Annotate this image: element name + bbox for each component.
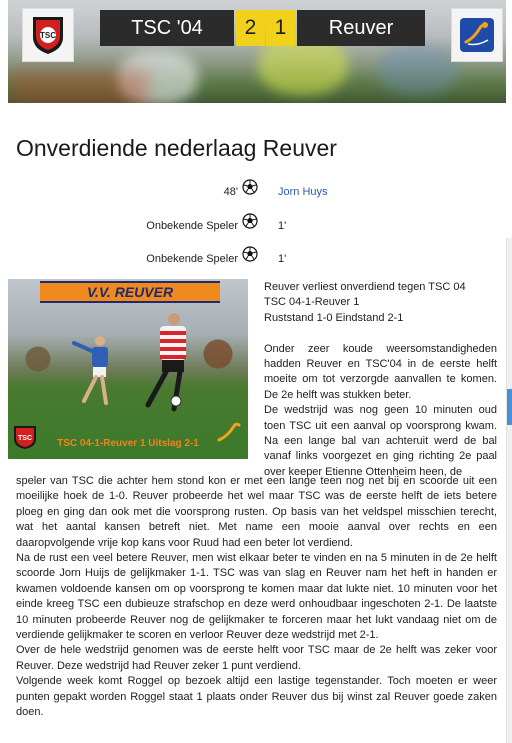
away-team-name: Reuver xyxy=(297,10,425,46)
home-team-logo[interactable] xyxy=(22,8,74,62)
goal-event-row xyxy=(0,250,512,270)
goal-event-row xyxy=(0,183,512,203)
article-paragraph: speler van TSC die achter hem stond kon er met een lange teen nog net bij en scoorde uit een moeilijke hoek de 1-0. Reuver probeerde het wel maar TSC was de eerste helft de iets betere ploeg en ging dan ook met die voorsprong rusten. Op basis van het veldspel misschien terecht, wat het aantal kansen betreft niet. Met name een mooie aanval over rechts en een daaropvolgende vrije kop kans voor Ruud had een beter lot verdiend. xyxy=(16,475,497,549)
article-paragraph: Ruststand 1-0 Eindstand 2-1 xyxy=(264,311,404,324)
photo-caption: TSC 04-1-Reuver 1 Uitslag 2-1 xyxy=(57,438,199,449)
article-intro xyxy=(264,280,497,480)
article-paragraph: Over de hele wedstrijd genomen was de eerste helft voor TSC maar de 2e helft was zeker voor Reuver. Deze wedstrijd had Reuver zeker 1 punt verdiend. xyxy=(16,644,497,672)
goal-minute: 1' xyxy=(278,220,287,232)
reuver-logo-icon xyxy=(458,16,496,54)
article-paragraph: Reuver verliest onverdiend tegen TSC 04 xyxy=(264,281,466,293)
banner-background-blur xyxy=(8,70,148,103)
soccer-ball-icon xyxy=(242,213,258,232)
soccer-ball-icon xyxy=(242,246,258,265)
players-illustration xyxy=(8,279,248,459)
goal-player-label: Onbekende Speler xyxy=(146,220,238,232)
home-team-name: TSC '04 xyxy=(100,10,234,46)
banner-background-blur xyxy=(378,45,458,95)
svg-text:TSC: TSC xyxy=(40,31,56,40)
away-team-logo[interactable] xyxy=(451,8,503,62)
article-paragraph: Volgende week komt Roggel op bezoek altijd een lastige tegenstander. Toch moeten er weer punten gepakt worden Roggel staat 1 plaats onder Reuver dus bij winst zal Reuver goede zaken doen. xyxy=(16,675,497,719)
match-header-banner xyxy=(8,0,506,103)
club-banner-text: V.V. REUVER xyxy=(86,284,174,300)
article-paragraph: Na de rust een veel betere Reuver, men wist elkaar beter te vinden en na 5 minuten in de 2e helft scoorde Jorn Huijs de gelijkmaker 1-1. TSC was van slag en Reuver nam het heft in handen er kwamen voldoende kansen om op voorsprong te komen maar dat lukte niet. 10 minuten voor het einde kreeg TSC een dubieuze strafschop en deze werd onhoudbaar ingeschoten 2-1. De laatste 10 minuten probeerde Reuver nog de gelijkmaker te forceren maar het lukt vandaag niet om de verdiende gelijkmaker te scoren en verloor Reuver deze wedstrijd met 2-1. xyxy=(16,552,497,642)
svg-text:TSC: TSC xyxy=(18,435,32,442)
match-photo[interactable] xyxy=(8,279,248,459)
article-title: Onverdiende nederlaag Reuver xyxy=(16,135,337,161)
scrollbar-thumb[interactable] xyxy=(507,389,512,425)
goal-player-label: Onbekende Speler xyxy=(146,253,238,265)
article-paragraph: De wedstrijd was nog geen 10 minuten oud toen TSC uit een aanval op voorsprong kwam. Na een lange bal van achteruit werd de bal vanaf links voorgezet en ging richting 2e paal over keeper Etienne Ottenheim heen, de xyxy=(264,404,497,478)
soccer-ball-icon xyxy=(242,179,258,198)
goal-event-row xyxy=(0,217,512,237)
scoreboard xyxy=(100,10,425,46)
goal-scorer-link[interactable]: Jorn Huys xyxy=(278,186,328,198)
article-body xyxy=(16,474,497,721)
article-paragraph: TSC 04-1-Reuver 1 xyxy=(264,296,360,309)
paragraph-spacer xyxy=(264,326,497,341)
away-team-score: 1 xyxy=(266,10,295,46)
article-paragraph: Onder zeer koude weersomstandigheden hadden Reuver en TSC'04 in de eerste helft moeite om tot verzorgde aanvallen te komen. De 2e helft was stukken beter. xyxy=(264,342,497,401)
home-team-score: 2 xyxy=(236,10,265,46)
scrollbar-track[interactable] xyxy=(506,238,512,743)
goal-minute: 1' xyxy=(278,253,287,265)
goal-minute: 48' xyxy=(223,186,238,198)
tsc-shield-icon xyxy=(30,15,66,55)
